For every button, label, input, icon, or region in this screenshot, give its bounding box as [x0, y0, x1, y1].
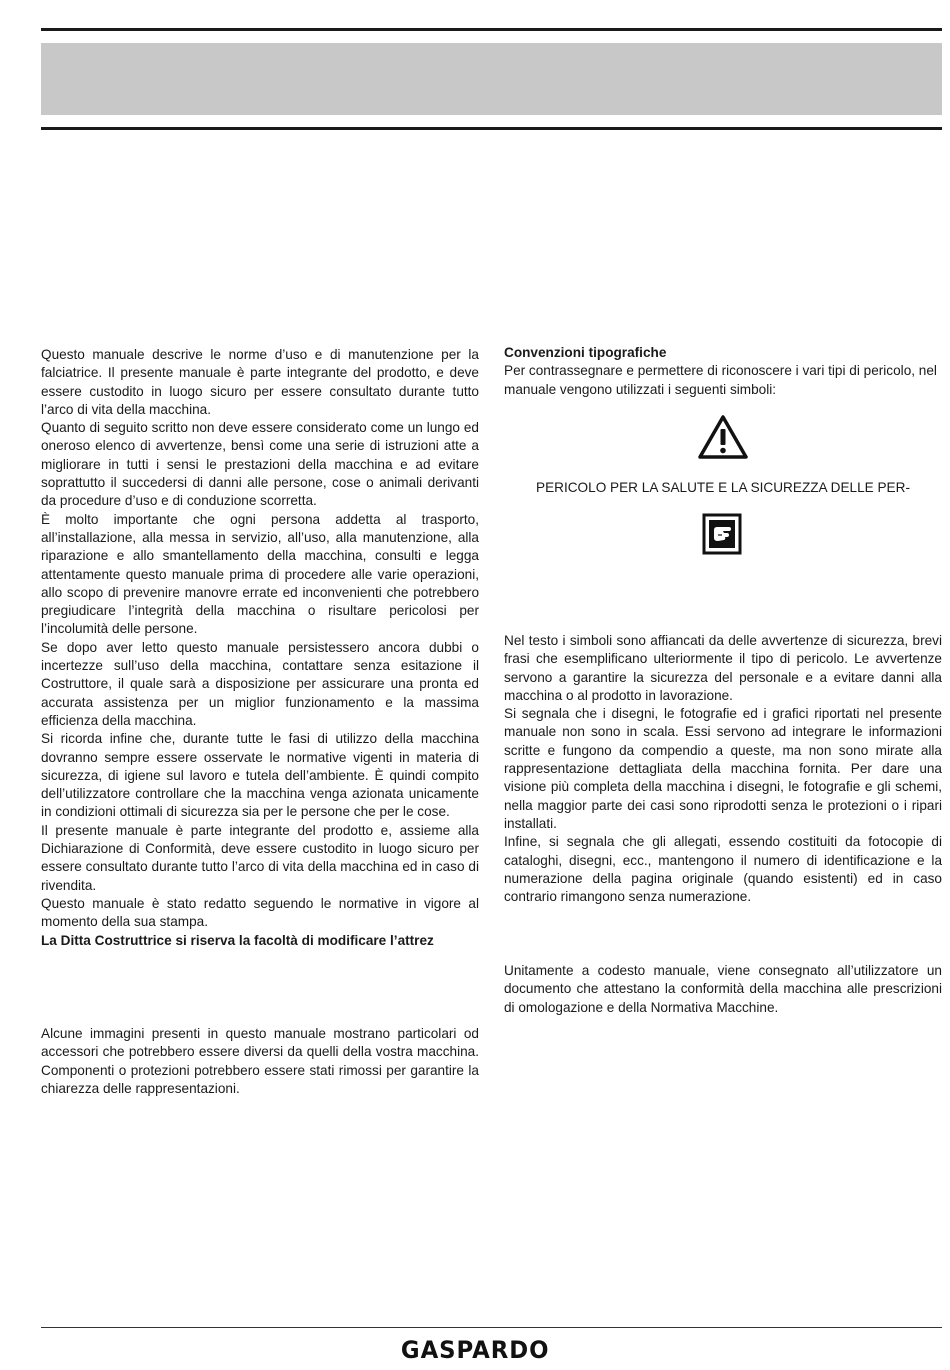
conventions-intro: Per contrassegnare e permettere di riconoscere i vari tipi di pericolo, nel manuale vengono utilizzati i seguenti simboli:: [504, 363, 937, 397]
brand-name: GASPARDO: [400, 1336, 550, 1364]
paragraph: Questo manuale è stato redatto seguendo le normative in vigore al momento della sua stampa.: [41, 895, 479, 930]
paragraph: Il presente manuale è parte integrante del prodotto e, assieme alla Dichiarazione di Conformità, deve essere custodito in luogo sicuro per essere consultato durante tutto l’arco di vita della macchina ed in caso di rivendita.: [41, 822, 479, 893]
paragraph: È molto importante che ogni persona addetta al trasporto, all’installazione, alla messa in servizio, all’uso, alla manutenzione, alla riparazione e allo smantellamento della macchina, consulti e legga attentamente questo manuale prima di procedere alle varie operazioni, allo scopo di prevenire manovre errate ed inconvenienti che potrebbero pregiudicare l’integrità della macchina o risultare pericolosi per l’incolumità delle persone.: [41, 511, 479, 637]
warning-triangle-icon: [698, 415, 748, 464]
header-band: [41, 43, 942, 115]
pointing-hand-icon: [702, 513, 742, 560]
reserve-notice: La Ditta Costruttrice si riserva la facoltà di modificare l’attrez: [41, 932, 434, 948]
paragraph: Si segnala che i disegni, le fotografie ed i grafici riportati nel presente manuale non sono in scala. Essi servono ad integrare le informazioni scritte e fungono da compendio a queste, ma non sono mirate alla rappresentazione dettagliata della macchina fornita. Per dare una visione più completa della macchina i disegni, le fotografie e gli schemi, nella maggior parte dei casi sono riprodotti senza le protezioni o i ripari installati.: [504, 706, 942, 831]
paragraph: Infine, si segnala che gli allegati, essendo costituiti da fotocopie di cataloghi, disegni, ecc., mantengono il numero di identificazione e la numerazione della pagina originale (quando esistenti) ed in caso contrario rimangono senza numerazione.: [504, 834, 942, 905]
symbols-section: [504, 632, 942, 906]
conformity-note: Unitamente a codesto manuale, viene consegnato all’utilizzatore un documento che attestano la conformità della macchina alle prescrizioni di omologazione e della Normativa Macchine.: [504, 963, 942, 1015]
conformity-section: [504, 962, 942, 1017]
danger-caption: PERICOLO PER LA SALUTE E LA SICUREZZA DELLE PER-: [536, 480, 910, 495]
left-column-intro: [41, 346, 479, 950]
brand-logo: [0, 1336, 950, 1364]
left-column-images-note: [41, 1025, 479, 1098]
footer-rule: [41, 1327, 942, 1328]
paragraph: Questo manuale descrive le norme d’uso e di manutenzione per la falciatrice. Il presente manuale è parte integrante del prodotto, e deve essere custodito in luogo sicuro per essere consultato durante tutto l’arco di vita della macchina.: [41, 347, 479, 417]
top-rule: [41, 28, 942, 31]
paragraph: Se dopo aver letto questo manuale persistessero ancora dubbi o incertezze sull’uso della macchina, contattare senza esitazione il Costruttore, il quale sarà a disposizione per assicurare una pronta ed accurata assistenza per un miglior funzionamento e la massima efficienza della macchina.: [41, 639, 479, 728]
paragraph: Quanto di seguito scritto non deve essere considerato come un lungo ed oneroso elenco di avvertenze, bensì come una serie di istruzioni atte a migliorare in tutti i sensi le prestazioni della macchina e ad evitare soprattutto il succedersi di danni alle persone, cose o animali derivanti da procedure d’uso e di conduzione scorretta.: [41, 420, 479, 509]
paragraph: Si ricorda infine che, durante tutte le fasi di utilizzo della macchina dovranno sempre essere osservate le normative vigenti in materia di sicurezza, di igiene sul lavoro e tutela dell’ambiente. È quindi compito dell’utilizzatore controllare che la macchina venga azionata unicamente in condizioni ottimali di sicurezza sia per le persone che per le cose.: [41, 731, 479, 820]
header-bottom-rule: [41, 127, 942, 130]
conventions-heading: Convenzioni tipografiche: [504, 345, 667, 360]
paragraph: Nel testo i simboli sono affiancati da delle avvertenze di sicurezza, brevi frasi che esemplificano ulteriormente il tipo di pericolo. Le avvertenze servono a garantire la sicurezza del personale e a evitare danni alla macchina o al prodotto in lavorazione.: [504, 633, 942, 703]
images-note: Alcune immagini presenti in questo manuale mostrano particolari od accessori che potrebbero essere diversi da quelli della vostra macchina. Componenti o protezioni potrebbero essere stati rimossi per garantire la chiarezza delle rappresentazioni.: [41, 1026, 479, 1096]
conventions-section: [504, 344, 942, 399]
